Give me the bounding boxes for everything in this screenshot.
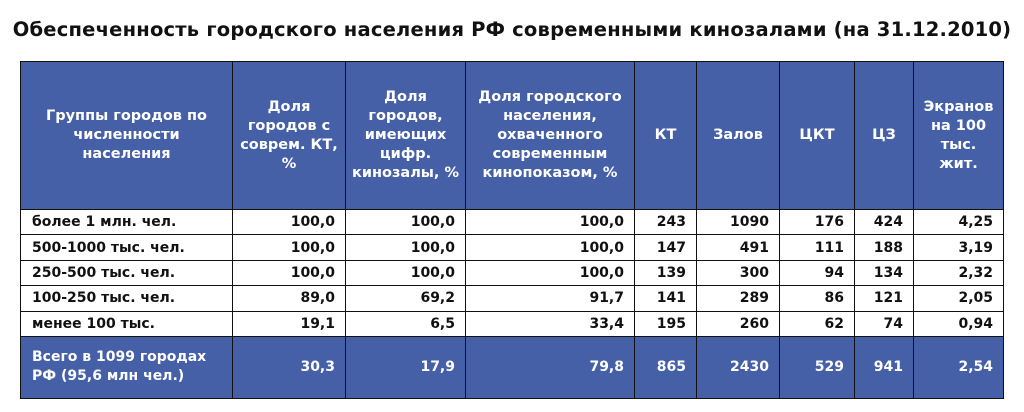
table-cell: 111: [780, 235, 855, 260]
table-cell: 188: [855, 235, 914, 260]
total-cell: 2430: [697, 336, 780, 398]
table-cell: 19,1: [233, 311, 346, 336]
table-row: [21, 235, 1004, 260]
column-header-kt: КТ: [635, 62, 697, 210]
total-label-cell: Всего в 1099 городах РФ (95,6 млн чел.): [21, 336, 233, 398]
total-cell: 2,54: [914, 336, 1004, 398]
table-cell: 4,25: [914, 210, 1004, 235]
table-cell: 2,05: [914, 286, 1004, 311]
table-cell: 100,0: [233, 260, 346, 285]
table-cell: 69,2: [346, 286, 466, 311]
city-group-cell: более 1 млн. чел.: [21, 210, 233, 235]
table-cell: 1090: [697, 210, 780, 235]
city-group-cell: 250-500 тыс. чел.: [21, 260, 233, 285]
column-header-screens-per-100k: Экранов на 100 тыс. жит.: [914, 62, 1004, 210]
table-cell: 139: [635, 260, 697, 285]
table-cell: 2,32: [914, 260, 1004, 285]
table-cell: 491: [697, 235, 780, 260]
table-cell: 141: [635, 286, 697, 311]
table-cell: 0,94: [914, 311, 1004, 336]
table-cell: 89,0: [233, 286, 346, 311]
column-header-cz: ЦЗ: [855, 62, 914, 210]
table-row: [21, 311, 1004, 336]
table-cell: 147: [635, 235, 697, 260]
table-cell: 100,0: [466, 260, 635, 285]
column-header-ckt: ЦКТ: [780, 62, 855, 210]
page-title: Обеспеченность городского населения РФ современными кинозалами (на 31.12.2010): [12, 18, 1012, 41]
table-cell: 121: [855, 286, 914, 311]
table-cell: 62: [780, 311, 855, 336]
total-row: [21, 336, 1004, 398]
column-header-share-modern-kt: Доля городов с соврем. КТ, %: [233, 62, 346, 210]
table-row: [21, 260, 1004, 285]
table-cell: 300: [697, 260, 780, 285]
city-group-cell: 100-250 тыс. чел.: [21, 286, 233, 311]
table-cell: 91,7: [466, 286, 635, 311]
table-cell: 424: [855, 210, 914, 235]
column-header-population-coverage: Доля городского населения, охваченного современным кинопоказом, %: [466, 62, 635, 210]
table-cell: 243: [635, 210, 697, 235]
city-group-cell: менее 100 тыс.: [21, 311, 233, 336]
table-cell: 134: [855, 260, 914, 285]
column-header-city-groups: Группы городов по численности населения: [21, 62, 233, 210]
total-cell: 941: [855, 336, 914, 398]
table-cell: 100,0: [466, 235, 635, 260]
table-cell: 100,0: [346, 210, 466, 235]
table-cell: 195: [635, 311, 697, 336]
table-row: [21, 210, 1004, 235]
table-cell: 94: [780, 260, 855, 285]
table-cell: 100,0: [466, 210, 635, 235]
city-group-cell: 500-1000 тыс. чел.: [21, 235, 233, 260]
total-cell: 79,8: [466, 336, 635, 398]
table-cell: 260: [697, 311, 780, 336]
column-header-halls: Залов: [697, 62, 780, 210]
total-cell: 529: [780, 336, 855, 398]
cinema-coverage-table: [20, 61, 1004, 399]
table-cell: 176: [780, 210, 855, 235]
header-row: [21, 62, 1004, 210]
table-cell: 100,0: [346, 260, 466, 285]
table-cell: 100,0: [233, 210, 346, 235]
table-cell: 33,4: [466, 311, 635, 336]
total-cell: 30,3: [233, 336, 346, 398]
table-cell: 3,19: [914, 235, 1004, 260]
column-header-share-digital-halls: Доля городов, имеющих цифр. кинозалы, %: [346, 62, 466, 210]
table-cell: 6,5: [346, 311, 466, 336]
table-row: [21, 286, 1004, 311]
table-cell: 289: [697, 286, 780, 311]
total-cell: 17,9: [346, 336, 466, 398]
table-cell: 86: [780, 286, 855, 311]
table-cell: 100,0: [346, 235, 466, 260]
table-cell: 74: [855, 311, 914, 336]
total-cell: 865: [635, 336, 697, 398]
table-cell: 100,0: [233, 235, 346, 260]
